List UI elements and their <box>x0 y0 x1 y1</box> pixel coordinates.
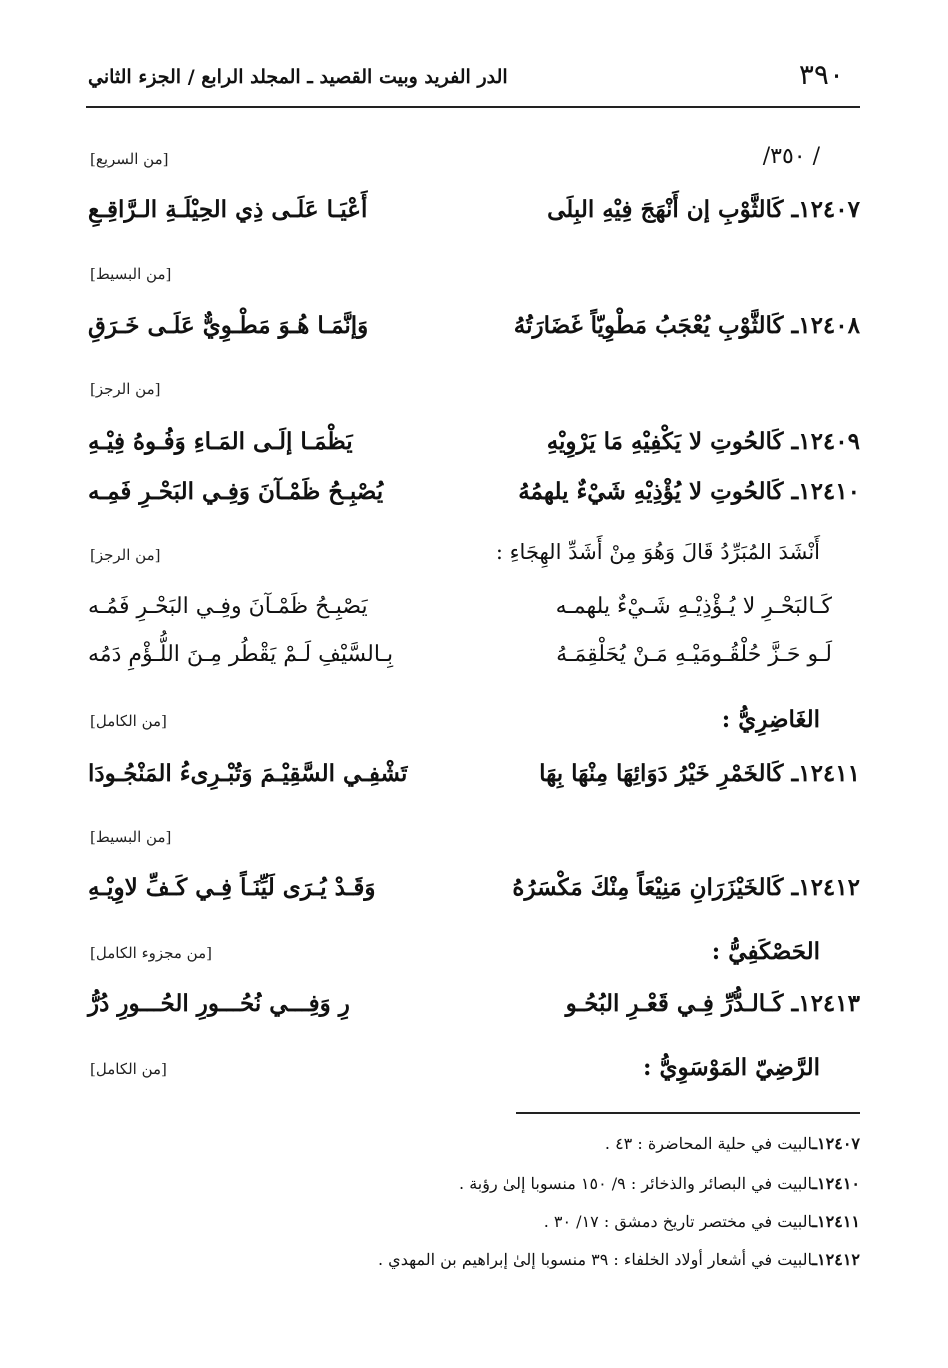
header-rule <box>86 106 860 108</box>
verse-line <box>88 594 860 630</box>
verse-first-hemistich: لَـو حَـزَّ حُلْقُـومَيْـهِ مَـنْ يُحَلْقِمَـهُ <box>556 642 832 667</box>
meter-label: [من الكامل] <box>90 712 167 730</box>
footnote-text: البيت في حلية المحاضرة : ٤٣ . <box>604 1134 813 1153</box>
verse-line <box>88 760 860 796</box>
meter-label: [من الرجز] <box>90 380 161 398</box>
footnote-number: ١٢٤١٢ـ <box>812 1250 860 1269</box>
footnote <box>378 1250 860 1269</box>
verse-second-hemistich: يَصْبِـحُ ظَمْـآنَ وفِـي البَحْـرِ فَمُـه <box>88 594 368 619</box>
verse-line <box>88 478 860 514</box>
verse-second-hemistich: بِـالسَّيْفِ لَـمْ يَقْطُر مِـنَ اللُّـؤْمِ دَمُه <box>88 642 394 667</box>
poet-name: الرَّضِيّ المَوْسَوِيُّ : <box>642 1054 820 1081</box>
verse-second-hemistich: وَإنَّمَـا هُـوَ مَطْـوِيٌّ عَلَـى خَـرَقِ <box>88 312 369 339</box>
verse-line <box>88 428 860 464</box>
verse-second-hemistich: يُصْبِـحُ ظَمْـآنَ وَفِـي البَحْـرِ فَمِـه <box>88 478 384 505</box>
verse-first-hemistich: ١٢٤٠٩ـ كَالحُوتِ لا يَكْفِيْهِ مَا يَرْوِيْهِ <box>546 428 860 455</box>
verse-first-hemistich: كَـالبَحْـرِ لا يُـؤْذِيْـهِ شَـيْءٌ يلهمـه <box>555 594 832 619</box>
meter-label: [من السريع] <box>90 150 169 168</box>
verse-first-hemistich: ١٢٤١٣ـ كَـالـدُّرِّ فِـي قَعْـرِ البُحُـو <box>565 990 860 1017</box>
footnote-text: البيت في أشعار أولاد الخلفاء : ٣٩ منسوبا إلىٰ إبراهيم بن المهدي . <box>378 1250 813 1269</box>
footnote-number: ١٢٤١٠ـ <box>812 1174 860 1193</box>
footnote-text: البيت في البصائر والذخائر : ٩/ ١٥٠ منسوبا إلىٰ رؤبة . <box>459 1174 813 1193</box>
footnote <box>459 1174 860 1193</box>
footnote-number: ١٢٤١١ـ <box>812 1212 860 1231</box>
verse-second-hemistich: يَظْمَـا إلَـى المَـاءِ وَفُـوهُ فِيْـهِ <box>88 428 353 455</box>
poet-name: الحَصْكَفِيُّ : <box>711 938 820 965</box>
verse-first-hemistich: ١٢٤٠٨ـ كَالثَّوْبِ يُعْجَبُ مَطْوِيّاً غَضَارَتُهُ <box>513 312 860 339</box>
footnote-text: البيت في مختصر تاريخ دمشق : ١٧/ ٣٠ . <box>543 1212 813 1231</box>
footnote-rule <box>516 1112 860 1114</box>
verse-second-hemistich: وَقَـدْ يُـرَى لَيِّنَـاً فِـي كَـفِّ لاوِيْـهِ <box>88 874 376 901</box>
verse-first-hemistich: ١٢٤١٢ـ كَالخَيْزَرَانِ مَنِيْعَاً مِنْكَ مَكْسَرُهُ <box>512 874 860 901</box>
verse-first-hemistich: ١٢٤١١ـ كَالخَمْرِ خَيْرُ دَوَائِهَا مِنْهَا بِهَا <box>539 760 860 787</box>
verse-second-hemistich: تَشْفِـي السَّقِيْـمَ وَتُبْـرِىءُ المَنْجُـودَا <box>88 760 408 787</box>
meter-label: [من مجزوء الكامل] <box>90 944 212 962</box>
poet-name: الغَاضِرِيُّ : <box>721 706 820 733</box>
meter-label: [من الكامل] <box>90 1060 167 1078</box>
footnote <box>544 1212 860 1231</box>
verse-line <box>88 874 860 910</box>
verse-second-hemistich: رِ وَفِـــي نُحُـــورِ الحُـــورِ دُرُّ <box>88 990 350 1017</box>
page-number: ٣٩٠ <box>798 58 844 91</box>
meter-label: [من الرجز] <box>90 546 161 564</box>
verse-first-hemistich: ١٢٤١٠ـ كَالحُوتِ لا يُؤْذِيْهِ شَيْءٌ يلهمُهُ <box>518 478 860 505</box>
running-title: الدر الفريد وبيت القصيد ـ المجلد الرابع / الجزء الثاني <box>88 66 508 88</box>
verse-second-hemistich: أَعْيَـا عَلَـى ذِي الحِيْلَـةِ الـرَّاقِـعِ <box>88 196 368 223</box>
original-page-reference: / ٣٥٠/ <box>762 144 820 169</box>
verse-line <box>88 642 860 678</box>
verse-first-hemistich: ١٢٤٠٧ـ كَالثَّوْبِ إن أَنْهَجَ فِيْهِ البِلَى <box>547 196 860 223</box>
verse-line <box>88 196 860 232</box>
meter-label: [من البسيط] <box>90 265 172 283</box>
footnote <box>605 1134 860 1153</box>
meter-label: [من البسيط] <box>90 828 172 846</box>
verse-line <box>88 990 860 1026</box>
intro-text: أَنْشَدَ المُبَرِّدُ قَالَ وَهُوَ مِنْ أَشَدِّ الهِجَاءِ : <box>495 540 820 564</box>
footnote-number: ١٢٤٠٧ـ <box>812 1134 860 1153</box>
verse-line <box>88 312 860 348</box>
